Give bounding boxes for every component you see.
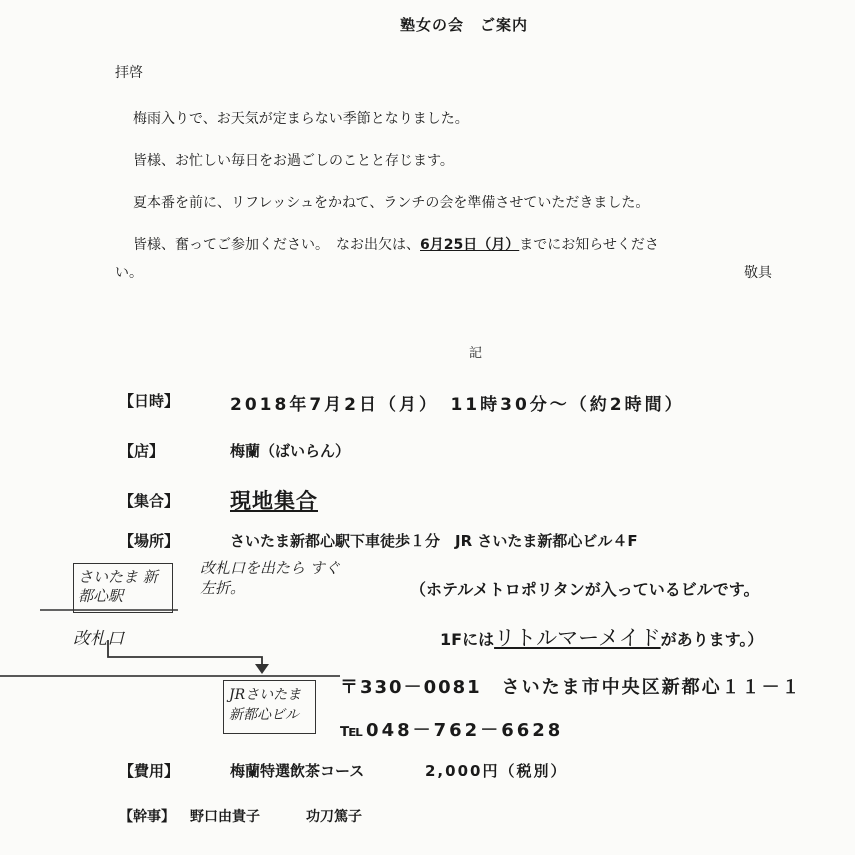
fee-amount: 2,000円（税別） (425, 762, 568, 780)
shop-label: 【店】 (119, 442, 165, 460)
building-box: JRさいたま 新都心ビル (223, 680, 316, 734)
ki-heading: 記 (469, 346, 483, 361)
organizer-2: 功刀篤子 (306, 809, 362, 825)
place-note-post: があります。） (660, 630, 764, 649)
meet-label: 【集合】 (119, 492, 180, 510)
place-value: さいたま新都心駅下車徒歩１分 JR さいたま新都心ビル４F (230, 532, 638, 550)
place-note-pre: 1Fには (440, 630, 495, 649)
phone-number: ℡048－762－6628 (340, 720, 564, 741)
datetime-label: 【日時】 (119, 392, 180, 410)
body-line-3: 夏本番を前に、リフレッシュをかねて、ランチの会を準備させていただきました。 (133, 195, 650, 211)
body-line-4-pre: 皆様、奮ってご参加ください。 なお出欠は、 (133, 237, 420, 253)
body-line-4-post: までにお知らせくださ (519, 237, 659, 253)
page-title: 塾女の会 ご案内 (400, 16, 529, 34)
place-label: 【場所】 (119, 532, 180, 550)
shop-value: 梅蘭（ばいらん） (230, 442, 351, 460)
meet-value: 現地集合 (230, 489, 318, 513)
fee-course: 梅蘭特選飲茶コース (230, 762, 365, 780)
postal-address: 〒330－0081 さいたま市中央区新都心１１－１ (340, 677, 802, 698)
rsvp-deadline: 6月25日（月） (420, 237, 520, 253)
closing: 敬具 (744, 265, 772, 281)
body-line-5: い。 (115, 265, 143, 281)
fee-label: 【費用】 (119, 762, 180, 780)
station-box: さいたま 新都心駅 (73, 563, 173, 613)
direction-note: 改札口を出たら すぐ左折。 (200, 559, 340, 597)
organizer-1: 野口由貴子 (190, 809, 260, 825)
place-note-shop-name: リトルマーメイド (494, 626, 661, 650)
body-line-2: 皆様、お忙しい毎日をお過ごしのことと存じます。 (133, 153, 454, 169)
organizer-label: 【幹事】 (119, 809, 175, 825)
greeting: 拝啓 (115, 65, 143, 81)
gate-label: 改札口 (73, 629, 124, 649)
datetime-value: 2018年7月2日（月） 11時30分～（約2時間） (230, 395, 685, 415)
body-line-1: 梅雨入りで、お天気が定まらない季節となりました。 (133, 111, 469, 127)
place-note-hotel: （ホテルメトロポリタンが入っているビルです。 (410, 580, 760, 599)
